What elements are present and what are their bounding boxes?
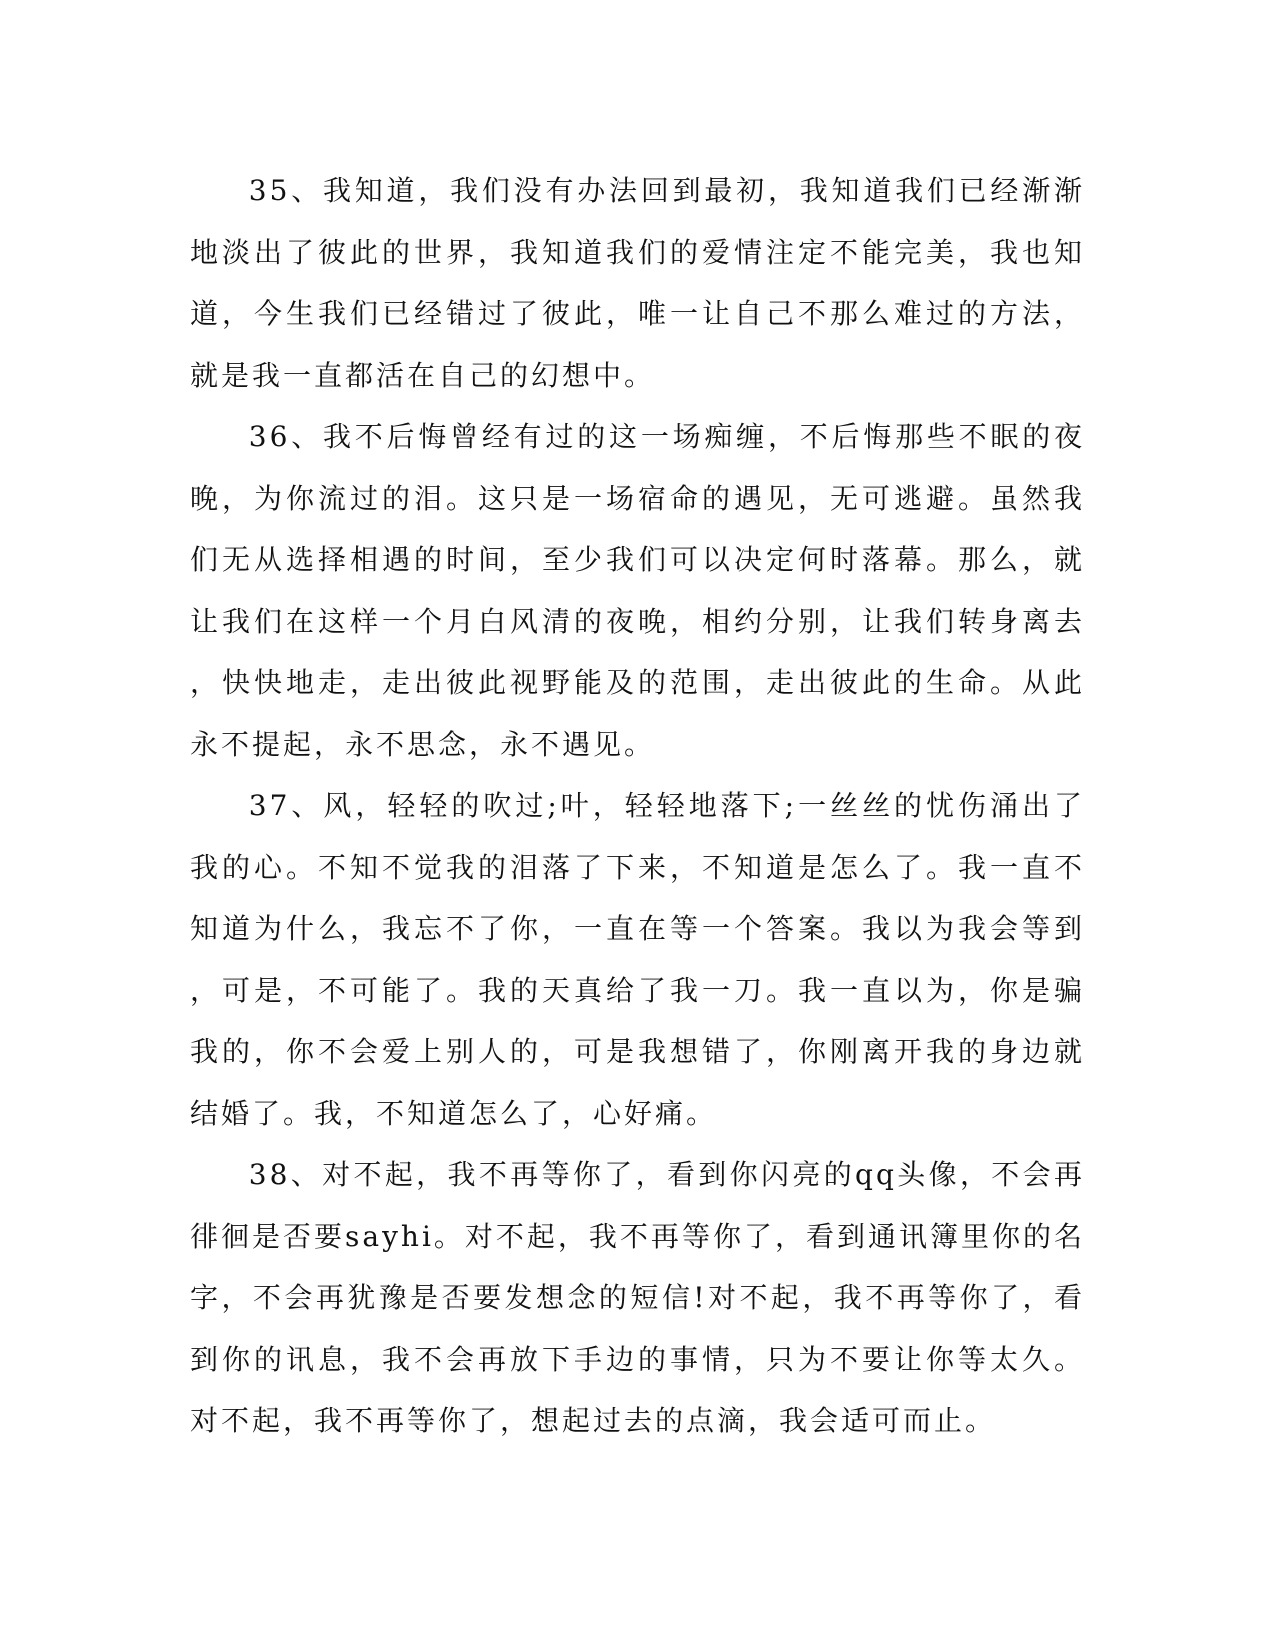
paragraph-36: 36、我不后悔曾经有过的这一场痴缠，不后悔那些不眠的夜晚，为你流过的泪。这只是一场宿命的遇见，无可逃避。虽然我们无从选择相遇的时间，至少我们可以决定何时落幕。那么，就让我们在这样一个月白风清的夜晚，相约分别，让我们转身离去，快快地走，走出彼此视野能及的范围，走出彼此的生命。从此永不提起，永不思念，永不遇见。: [190, 420, 1085, 761]
paragraph-35: 35、我知道，我们没有办法回到最初，我知道我们已经渐渐地淡出了彼此的世界，我知道我们的爱情注定不能完美，我也知道，今生我们已经错过了彼此，唯一让自己不那么难过的方法，就是我一直都活在自己的幻想中。: [190, 174, 1085, 392]
paragraph-37: 37、风，轻轻的吹过;叶，轻轻地落下;一丝丝的忧伤涌出了我的心。不知不觉我的泪落了下来，不知道是怎么了。我一直不知道为什么，我忘不了你，一直在等一个答案。我以为我会等到，可是，不可能了。我的天真给了我一刀。我一直以为，你是骗我的，你不会爱上别人的，可是我想错了，你刚离开我的身边就结婚了。我，不知道怎么了，心好痛。: [190, 789, 1085, 1130]
document-body: [190, 160, 1085, 1452]
paragraph-38: 38、对不起，我不再等你了，看到你闪亮的qq头像，不会再徘徊是否要sayhi。对不起，我不再等你了，看到通讯簿里你的名字，不会再犹豫是否要发想念的短信!对不起，我不再等你了，看到你的讯息，我不会再放下手边的事情，只为不要让你等太久。对不起，我不再等你了，想起过去的点滴，我会适可而止。: [190, 1158, 1085, 1437]
